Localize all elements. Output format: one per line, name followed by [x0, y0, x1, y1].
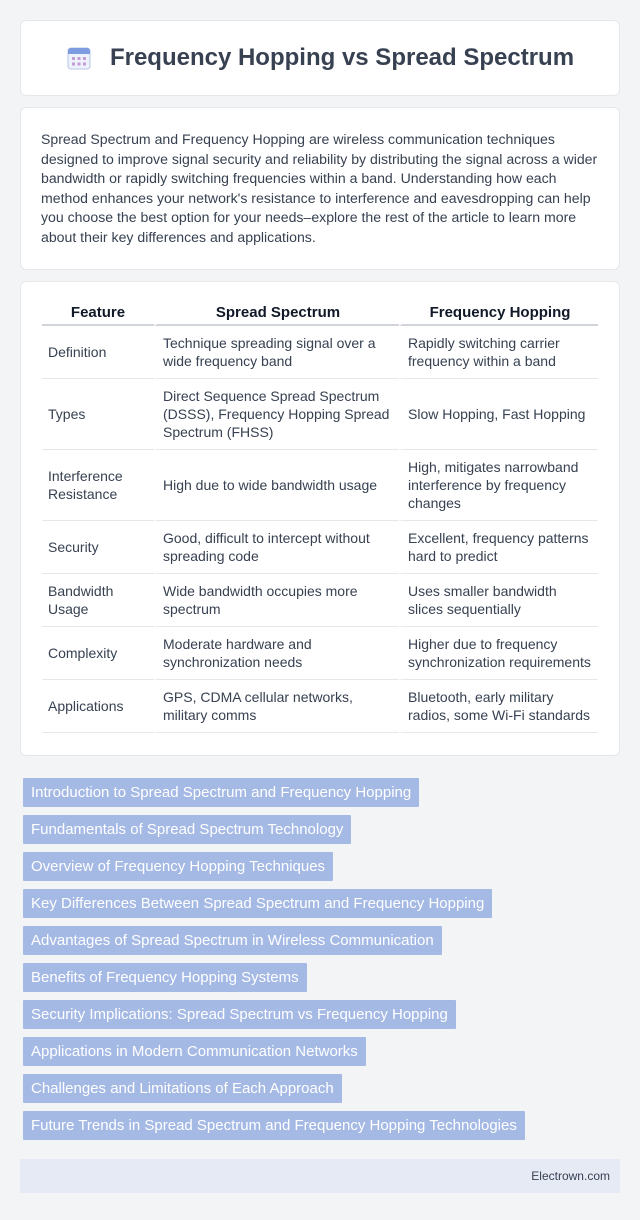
table-row — [42, 574, 598, 627]
spread-spectrum-cell: Good, difficult to intercept without spreading code — [154, 521, 399, 574]
table-row — [42, 450, 598, 521]
spread-spectrum-cell: Moderate hardware and synchronization needs — [154, 627, 399, 680]
spread-spectrum-cell: GPS, CDMA cellular networks, military comms — [154, 680, 399, 733]
table-row — [42, 521, 598, 574]
frequency-hopping-cell: High, mitigates narrowband interference by frequency changes — [399, 450, 598, 521]
header-feature: Feature — [42, 299, 154, 326]
frequency-hopping-cell: Uses smaller bandwidth slices sequentially — [399, 574, 598, 627]
frequency-hopping-cell: Excellent, frequency patterns hard to predict — [399, 521, 598, 574]
toc-link[interactable]: Challenges and Limitations of Each Approach — [23, 1074, 342, 1103]
footer-brand[interactable]: Electrown.com — [531, 1168, 610, 1183]
frequency-hopping-cell: Higher due to frequency synchronization requirements — [399, 627, 598, 680]
feature-cell: Interference Resistance — [42, 450, 154, 521]
page-title: Frequency Hopping vs Spread Spectrum — [109, 44, 575, 71]
toc-link[interactable]: Future Trends in Spread Spectrum and Frequency Hopping Technologies — [23, 1111, 525, 1140]
frequency-hopping-cell: Bluetooth, early military radios, some Wi-Fi standards — [399, 680, 598, 733]
feature-cell: Definition — [42, 326, 154, 379]
toc-link[interactable]: Benefits of Frequency Hopping Systems — [23, 963, 307, 992]
frequency-hopping-cell: Rapidly switching carrier frequency within a band — [399, 326, 598, 379]
calendar-icon — [66, 45, 92, 71]
toc-link[interactable]: Key Differences Between Spread Spectrum and Frequency Hopping — [23, 889, 492, 918]
feature-cell: Bandwidth Usage — [42, 574, 154, 627]
footer — [20, 1159, 620, 1193]
feature-cell: Applications — [42, 680, 154, 733]
comparison-table — [42, 299, 598, 733]
toc-link[interactable]: Applications in Modern Communication Networks — [23, 1037, 366, 1066]
spread-spectrum-cell: High due to wide bandwidth usage — [154, 450, 399, 521]
toc-link[interactable]: Introduction to Spread Spectrum and Frequency Hopping — [23, 778, 419, 807]
table-row — [42, 379, 598, 450]
table-row — [42, 680, 598, 733]
feature-cell: Complexity — [42, 627, 154, 680]
table-of-contents — [23, 778, 620, 1140]
header-frequency-hopping: Frequency Hopping — [399, 299, 598, 326]
intro-paragraph: Spread Spectrum and Frequency Hopping are wireless communication techniques designed to improve signal security and reliability by distributing the signal across a wider bandwidth or rapidly switching frequencies within a band. Understanding how each method enhances your network's resistance to interference and eavesdropping can help you choose the best option for your needs–explore the rest of the article to learn more about their key differences and applications. — [20, 107, 620, 270]
spread-spectrum-cell: Wide bandwidth occupies more spectrum — [154, 574, 399, 627]
table-row — [42, 326, 598, 379]
toc-link[interactable]: Advantages of Spread Spectrum in Wireless Communication — [23, 926, 442, 955]
spread-spectrum-cell: Direct Sequence Spread Spectrum (DSSS), Frequency Hopping Spread Spectrum (FHSS) — [154, 379, 399, 450]
title-card — [20, 20, 620, 96]
frequency-hopping-cell: Slow Hopping, Fast Hopping — [399, 379, 598, 450]
header-spread-spectrum: Spread Spectrum — [154, 299, 399, 326]
toc-link[interactable]: Security Implications: Spread Spectrum vs Frequency Hopping — [23, 1000, 456, 1029]
feature-cell: Types — [42, 379, 154, 450]
toc-link[interactable]: Overview of Frequency Hopping Techniques — [23, 852, 333, 881]
toc-link[interactable]: Fundamentals of Spread Spectrum Technology — [23, 815, 351, 844]
table-row — [42, 627, 598, 680]
spread-spectrum-cell: Technique spreading signal over a wide frequency band — [154, 326, 399, 379]
table-header-row — [42, 299, 598, 326]
feature-cell: Security — [42, 521, 154, 574]
comparison-table-card — [20, 281, 620, 756]
